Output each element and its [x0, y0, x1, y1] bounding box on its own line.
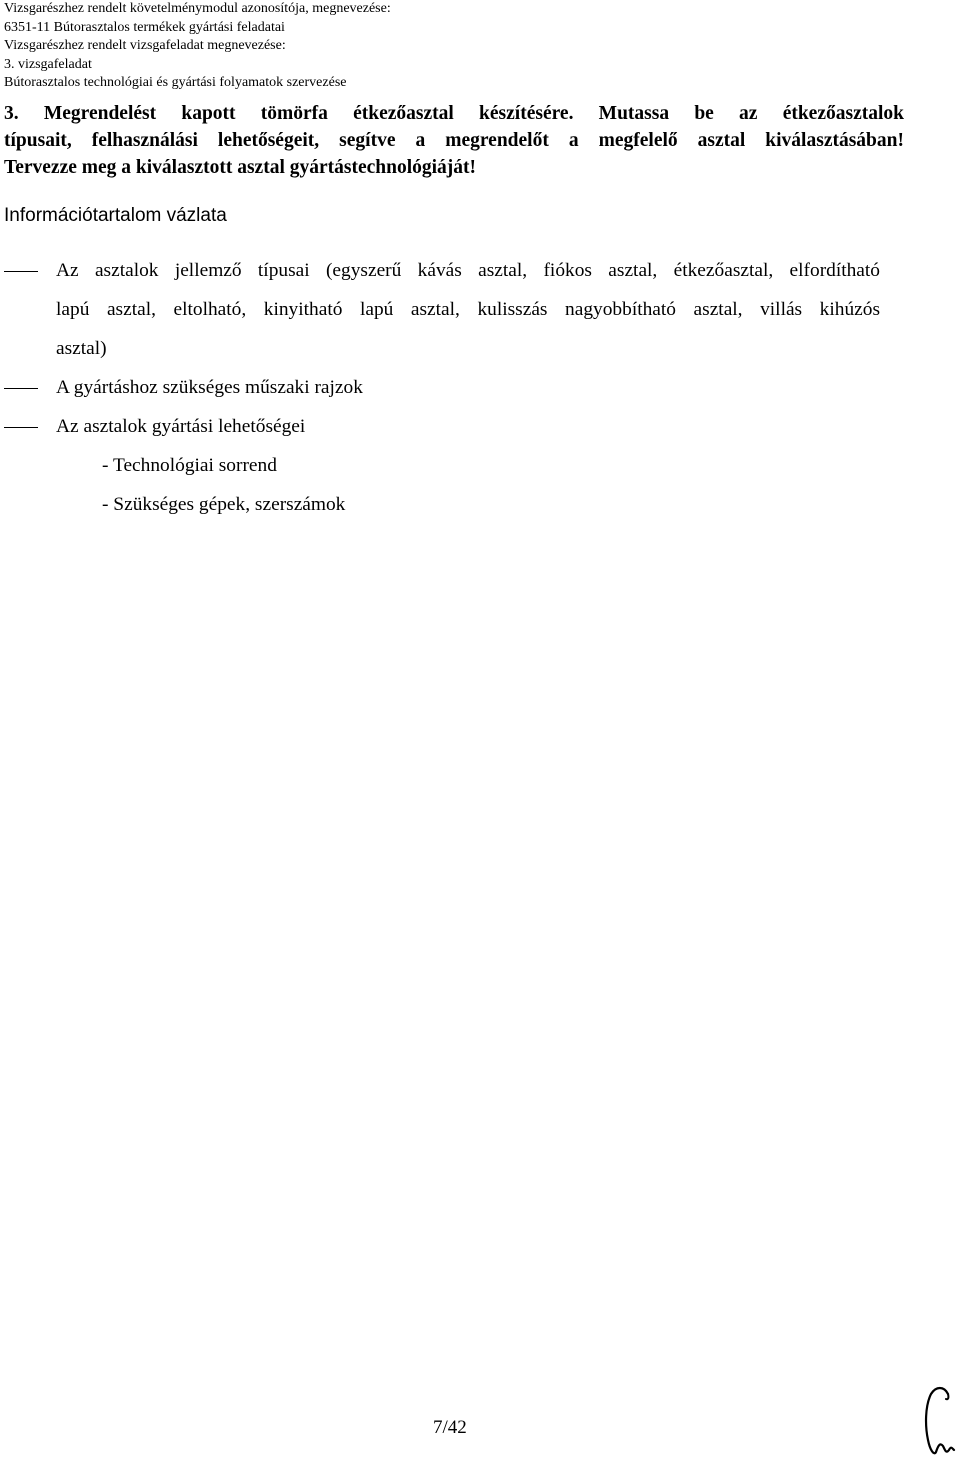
header-module-label: Vizsgarészhez rendelt követelménymodul azonosítója, megnevezése:: [4, 1, 391, 16]
outline-item-3-text: Az asztalok gyártási lehetőségei: [56, 416, 306, 437]
document-header: [4, 0, 391, 93]
signature-mark-icon: [918, 1384, 958, 1460]
outline-item-2-text: A gyártáshoz szükséges műszaki rajzok: [56, 377, 363, 398]
page-number: 7/42: [433, 1417, 467, 1438]
header-task-name: Bútorasztalos technológiai és gyártási folyamatok szervezése: [4, 75, 347, 91]
dash-bullet-icon: [4, 388, 38, 389]
outline-item-1-line-1: Az asztalok jellemző típusai (egyszerű kávás asztal, fiókos asztal, étkezőasztal, elfordítható: [56, 260, 880, 281]
header-task-label: Vizsgarészhez rendelt vizsgafeladat megnevezése:: [4, 38, 286, 54]
outline-item-1-line-3: asztal): [56, 338, 107, 359]
outline-subitem-sequence: - Technológiai sorrend: [102, 455, 277, 476]
outline-subitem-tools: - Szükséges gépek, szerszámok: [102, 494, 346, 515]
task-line-3: Tervezze meg a kiválasztott asztal gyártástechnológiáját!: [4, 157, 477, 179]
header-task-number: 3. vizsgafeladat: [4, 56, 92, 72]
task-line-2: típusait, felhasználási lehetőségeit, segítve a megrendelőt a megfelelő asztal kiválasztásában!: [4, 130, 904, 152]
dash-bullet-icon: [4, 271, 38, 272]
outline-title: Információtartalom vázlata: [4, 205, 227, 226]
dash-bullet-icon: [4, 427, 38, 428]
task-line-1: 3. Megrendelést kapott tömörfa étkezőasztal készítésére. Mutassa be az étkezőasztalok: [4, 103, 904, 124]
task-statement: [4, 100, 904, 182]
outline-item-1-line-2: lapú asztal, eltolható, kinyitható lapú asztal, kulisszás nagyobbítható asztal, villás kihúzós: [56, 299, 880, 320]
header-module-name: 6351-11 Bútorasztalos termékek gyártási feladatai: [4, 19, 285, 35]
